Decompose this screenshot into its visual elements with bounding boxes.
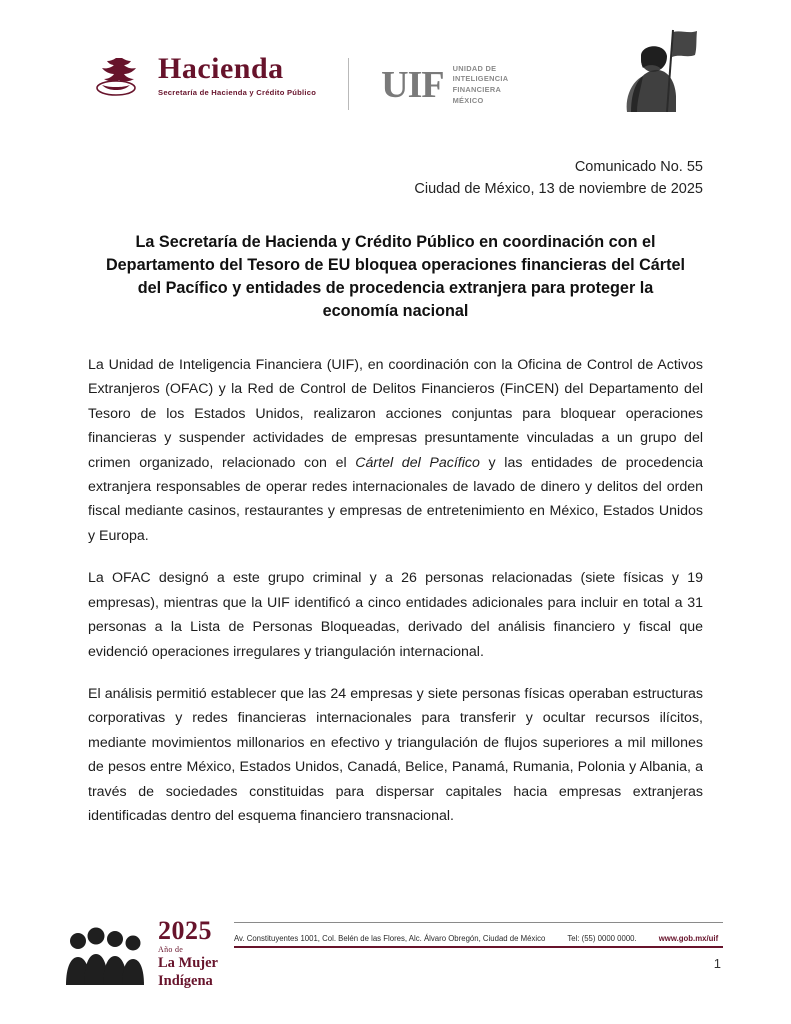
- campaign-text: [158, 918, 218, 989]
- communique-number: Comunicado No. 55: [574, 159, 703, 175]
- footer-website-link[interactable]: www.gob.mx/uif: [658, 934, 719, 943]
- footer-phone: Tel: (55) 0000 0000.: [567, 934, 637, 943]
- document-body: [88, 353, 703, 829]
- mexican-coat-of-arms-icon: [88, 52, 144, 98]
- hacienda-logo-group: [88, 26, 508, 110]
- paragraph-1: [88, 353, 703, 548]
- footer-top-rule: [234, 922, 723, 923]
- uif-line-2: INTELIGENCIA: [452, 74, 509, 84]
- cartel-name-emphasis: Cártel del Pacífico: [355, 454, 480, 471]
- hacienda-subtitle: Secretaría de Hacienda y Crédito Público: [158, 87, 317, 97]
- paragraph-1-text-a: La Unidad de Inteligencia Financiera (UIF), en coordinación con la Oficina de Control de Activos Extranjeros (OFAC) y la Red de Control de Delitos Financieros (FinCEN) del Departamento del Tesoro de los Estados Unidos, realizaron acciones conjuntas para bloquear operaciones financieras y suspender actividades de empresas presuntamente vinculadas a un grupo del crimen organizado, relacionado con el: [88, 356, 703, 471]
- page-title: La Secretaría de Hacienda y Crédito Público en coordinación con el Departamento del Tesoro de EU bloquea operaciones financieras del Cártel del Pacífico y entidades de procedencia extranjera para proteger la economía nacional: [105, 232, 685, 320]
- uif-line-1: UNIDAD DE: [452, 63, 497, 73]
- campaign-line-2: Indígena: [158, 972, 213, 989]
- document-header: [88, 0, 703, 122]
- paragraph-1-text-b: y las entidades de procedencia extranjera responsables de operar redes internacionales de lavado de dinero y delitos del orden fiscal mediante casinos, restaurantes y empresas de entretenimiento en México, Estados Unidos y Europa.: [88, 454, 704, 544]
- communique-date: Ciudad de México, 13 de noviembre de 2025: [414, 181, 703, 198]
- uif-line-4: MÉXICO: [452, 95, 484, 105]
- paragraph-3: El análisis permitió establecer que las 24 empresas y siete personas físicas operaban estructuras corporativas y redes financieras internacionales para transferir y ocultar recursos ilícitos, mediante movimientos millonarios en efectivo y triangulación de flujos superiores a mil millones de pesos entre México, Estados Unidos, Canadá, Belice, Panamá, Rumania, Polonia y Albania, a través de sociedades constituidas para dispersar capitales hacia empresas extranjeras identificadas dentro del esquema financiero transnacional.: [88, 686, 703, 825]
- communique-meta: [88, 156, 703, 201]
- footer-address-row: [234, 924, 723, 943]
- hacienda-wordmark: [158, 53, 316, 97]
- footer-contact-block: [218, 906, 723, 1024]
- uif-subtitle: [453, 64, 509, 107]
- uif-wordmark: UIF: [381, 64, 444, 106]
- hacienda-title: Hacienda: [158, 52, 284, 86]
- document-footer: [0, 906, 791, 1024]
- campaign-year: 2025: [158, 916, 212, 945]
- campaign-line-1: La Mujer: [158, 955, 218, 971]
- footer-brand-rule: [234, 946, 723, 948]
- footer-address: Av. Constituyentes 1001, Col. Belén de las Flores, Alc. Álvaro Obregón, Ciudad de México: [234, 934, 546, 943]
- campaign-year-label: Año de: [158, 945, 184, 954]
- uif-logo-group: [381, 44, 508, 107]
- adelita-flag-illustration: [597, 28, 703, 112]
- campaign-logo: [62, 906, 218, 989]
- uif-line-3: FINANCIERA: [452, 85, 502, 94]
- indigenous-women-illustration: [62, 923, 150, 985]
- logo-divider: [348, 58, 349, 110]
- paragraph-2: La OFAC designó a este grupo criminal y a 26 personas relacionadas (siete físicas y 19 empresas), mientras que la UIF identificó a cinco entidades adicionales para incluir en total a 31 personas a la Lista de Personas Bloqueadas, derivado del análisis financiero y fiscal que evidenció operaciones irregulares y triangulación internacional.: [88, 570, 703, 660]
- page-number: 1: [713, 956, 721, 971]
